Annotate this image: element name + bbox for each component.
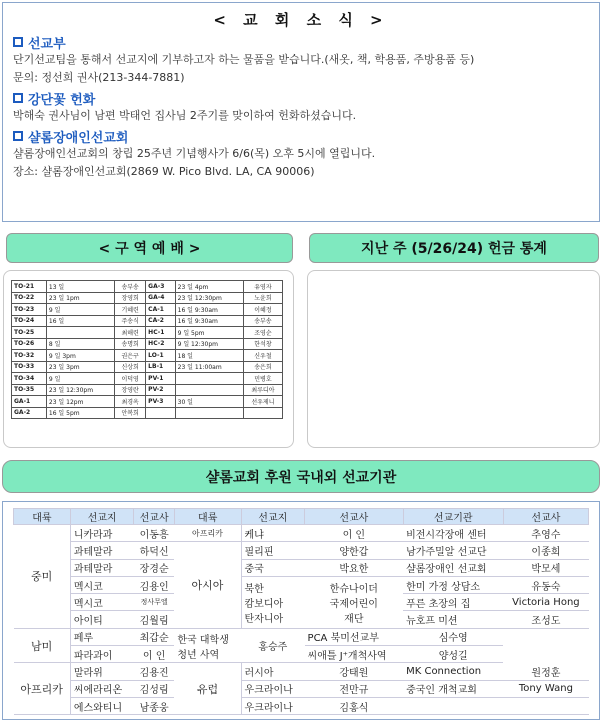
- table-cell: 18 일: [175, 350, 243, 362]
- announcement-text: 문의: 정선희 권사(213-344-7881): [13, 71, 185, 84]
- cash-stats-header: 지난 주 (5/26/24) 헌금 통계: [309, 233, 599, 263]
- missionary: 김월림: [134, 611, 175, 628]
- missionary: 한슈나이더 국제어린이 재단: [305, 576, 404, 628]
- table-cell: 23 일 12:30pm: [46, 384, 114, 396]
- table-cell: TO-21: [12, 281, 47, 293]
- missionary: 이동흥: [134, 525, 175, 542]
- table-cell: TO-35: [12, 384, 47, 396]
- mission-field: 말라위: [70, 663, 134, 680]
- missionary: 양성길: [403, 646, 503, 663]
- mission-field: 멕시코: [70, 576, 134, 593]
- table-cell: 최경옥: [115, 396, 146, 408]
- missionary: 원정훈: [503, 663, 588, 680]
- announcement-flowers: [13, 89, 591, 125]
- missions-box: [2, 501, 600, 720]
- table-cell: 최해련: [115, 327, 146, 339]
- table-cell: 9 일: [46, 373, 114, 385]
- table-cell: 기혜련: [115, 304, 146, 316]
- table-row: [12, 315, 283, 327]
- mission-agency: MK Connection: [403, 663, 503, 680]
- table-row: [12, 407, 283, 419]
- cash-stats-panel: [307, 270, 600, 448]
- table-row: [12, 373, 283, 385]
- table-cell: 한석창: [243, 338, 282, 350]
- mission-agency: 뉴호프 미션: [403, 611, 503, 628]
- district-worship-table: [11, 280, 283, 419]
- table-cell: 16 일 9:30am: [175, 304, 243, 316]
- table-cell: 13 일: [46, 281, 114, 293]
- table-cell: TO-22: [12, 292, 47, 304]
- table-cell: 장영희: [115, 292, 146, 304]
- mission-field: 파라과이: [70, 646, 134, 663]
- table-cell: PV-2: [146, 384, 175, 396]
- table-row: [14, 559, 589, 576]
- table-cell: 신우철: [243, 350, 282, 362]
- table-cell: CA-1: [146, 304, 175, 316]
- region-cell: 유럽: [174, 663, 241, 715]
- announcement-text: 장소: 샬롬장애인선교회(2869 W. Pico Blvd. LA, CA 90006): [13, 165, 315, 178]
- table-cell: 유영자: [243, 281, 282, 293]
- table-cell: CA-2: [146, 315, 175, 327]
- table-row: [12, 281, 283, 293]
- table-cell: 23 일 12pm: [46, 396, 114, 408]
- table-cell: TO-23: [12, 304, 47, 316]
- mission-field: 에스와티니: [70, 697, 134, 714]
- district-worship-header: < 구 역 예 배 >: [6, 233, 293, 263]
- table-cell: 16 일 9:30am: [175, 315, 243, 327]
- table-row: [14, 576, 589, 593]
- square-bullet-icon: [13, 37, 23, 47]
- table-cell: TO-24: [12, 315, 47, 327]
- announcement-disability-mission: [13, 127, 591, 181]
- missionary: 양한갑: [305, 542, 404, 559]
- mission-field: 니카라과: [70, 525, 134, 542]
- table-row: [12, 292, 283, 304]
- table-cell: TO-32: [12, 350, 47, 362]
- mission-field: 한국 대학생 청년 사역: [174, 628, 241, 663]
- column-header: 대륙: [174, 509, 241, 525]
- table-cell: HC-1: [146, 327, 175, 339]
- square-bullet-icon: [13, 131, 23, 141]
- table-cell: [46, 327, 114, 339]
- table-cell: [175, 373, 243, 385]
- column-header: 선교지: [241, 509, 305, 525]
- table-cell: 23 일 12:30pm: [175, 292, 243, 304]
- table-cell: 9 일 12:30pm: [175, 338, 243, 350]
- missionary: 추영수: [503, 525, 588, 542]
- mission-field: 아이티: [70, 611, 134, 628]
- missionary: 정사무엘: [134, 594, 175, 611]
- missionary: Victoria Hong: [503, 594, 588, 611]
- announcement-heading: 선교부: [28, 36, 66, 52]
- table-row: [14, 680, 589, 697]
- table-cell: LO-1: [146, 350, 175, 362]
- table-cell: 신상희: [115, 361, 146, 373]
- missionary: 이종희: [503, 542, 588, 559]
- column-header: 선교사: [305, 509, 404, 525]
- mission-field: 우크라이나: [241, 680, 305, 697]
- column-header: 선교사: [134, 509, 175, 525]
- table-cell: 16 일: [46, 315, 114, 327]
- mission-agency: 남가주밀알 선교단: [403, 542, 503, 559]
- table-cell: TO-25: [12, 327, 47, 339]
- region-cell: 중미: [14, 525, 71, 629]
- table-cell: 23 일 3pm: [46, 361, 114, 373]
- table-cell: [175, 407, 243, 419]
- table-cell: GA-2: [12, 407, 47, 419]
- column-header: 선교사: [503, 509, 588, 525]
- table-row: [14, 663, 589, 680]
- table-row: [14, 628, 589, 645]
- table-cell: 송부송: [115, 281, 146, 293]
- missionary: 최갑순: [134, 628, 175, 645]
- table-cell: [243, 407, 282, 419]
- mission-agency: 한미 가정 상담소: [403, 576, 503, 593]
- announcement-heading: 강단꽃 헌화: [28, 92, 96, 108]
- table-cell: 30 일: [175, 396, 243, 408]
- table-cell: 주송식: [115, 315, 146, 327]
- table-row: [12, 338, 283, 350]
- missionary: 남종웅: [134, 697, 175, 714]
- mission-field: 필리핀: [241, 542, 305, 559]
- missions-table: [13, 508, 589, 715]
- mission-agency: 푸른 초장의 집: [403, 594, 503, 611]
- missionary: 김홍식: [305, 697, 404, 714]
- mission-field: 과테말라: [70, 559, 134, 576]
- table-row: [12, 327, 283, 339]
- missionary: 유동숙: [503, 576, 588, 593]
- table-cell: 최루디아: [243, 384, 282, 396]
- missionary: 김용인: [134, 576, 175, 593]
- mission-field: 러시아: [241, 663, 305, 680]
- table-cell: 23 일 4pm: [175, 281, 243, 293]
- announcement-mission: [13, 33, 591, 87]
- table-row: [14, 525, 589, 542]
- region-cell: 아프리카: [14, 663, 71, 715]
- table-cell: 안복희: [115, 407, 146, 419]
- table-cell: 민병호: [243, 373, 282, 385]
- missionary: 이 인: [134, 646, 175, 663]
- table-row: [14, 697, 589, 714]
- table-cell: 9 일 3pm: [46, 350, 114, 362]
- missionary: 홍승주: [241, 628, 305, 663]
- missionary: 심수영: [403, 628, 503, 645]
- table-cell: 송은희: [243, 361, 282, 373]
- missionary: 박요한: [305, 559, 404, 576]
- table-cell: 송명희: [115, 338, 146, 350]
- table-cell: [146, 407, 175, 419]
- column-header: 선교기관: [403, 509, 503, 525]
- table-cell: 9 일 5pm: [175, 327, 243, 339]
- table-cell: [175, 384, 243, 396]
- table-cell: 노윤희: [243, 292, 282, 304]
- table-cell: 9 일: [46, 304, 114, 316]
- mission-field: 과테말라: [70, 542, 134, 559]
- missionary: 김성림: [134, 680, 175, 697]
- mission-field: 멕시코: [70, 594, 134, 611]
- missionary: 조성도: [503, 611, 588, 628]
- table-cell: 16 일 5pm: [46, 407, 114, 419]
- missionary: 김용진: [134, 663, 175, 680]
- mission-field: 중국: [241, 559, 305, 576]
- mission-agency: [403, 697, 503, 714]
- table-cell: 송부송: [243, 315, 282, 327]
- mission-field: 케냐: [241, 525, 305, 542]
- table-row: [12, 384, 283, 396]
- table-cell: 조영순: [243, 327, 282, 339]
- mission-agency: 비전시각장애 센터: [403, 525, 503, 542]
- mission-agency: 씨애틀 J⁺개척사역: [305, 646, 404, 663]
- table-cell: 23 일 1pm: [46, 292, 114, 304]
- missionary: 장경순: [134, 559, 175, 576]
- table-cell: GA-3: [146, 281, 175, 293]
- table-cell: HC-2: [146, 338, 175, 350]
- table-cell: 23 일 11:00am: [175, 361, 243, 373]
- region-cell: 아프리카: [174, 525, 241, 542]
- mission-agency: 샬롬장애인 선교회: [403, 559, 503, 576]
- table-cell: 이혜정: [243, 304, 282, 316]
- announcements-title: < 교 회 소 식 >: [213, 11, 389, 29]
- column-header: 대륙: [14, 509, 71, 525]
- announcement-text: 단기선교팀을 통해서 선교지에 기부하고자 하는 물품을 받습니다.(새옷, 책, 학용품, 주방용품 등): [13, 53, 475, 66]
- table-cell: LB-1: [146, 361, 175, 373]
- announcements-box: [2, 2, 600, 222]
- mission-field: 우크라이나: [241, 697, 305, 714]
- table-cell: GA-1: [12, 396, 47, 408]
- mission-field: 씨에라리온: [70, 680, 134, 697]
- missionary: 강태원: [305, 663, 404, 680]
- table-cell: 이덕영: [115, 373, 146, 385]
- square-bullet-icon: [13, 93, 23, 103]
- missionary: Tony Wang: [503, 680, 588, 697]
- mission-field: 페루: [70, 628, 134, 645]
- missionary: 이 인: [305, 525, 404, 542]
- table-cell: TO-26: [12, 338, 47, 350]
- column-header: 선교지: [70, 509, 134, 525]
- table-row: [12, 304, 283, 316]
- table-row: [12, 350, 283, 362]
- announcement-text: 박해숙 권사님이 남편 박태언 집사님 2주기를 맞이하여 헌화하셨습니다.: [13, 109, 357, 122]
- table-cell: 선우제니: [243, 396, 282, 408]
- table-row: [14, 542, 589, 559]
- missionary: 박모세: [503, 559, 588, 576]
- table-row: [12, 361, 283, 373]
- announcement-heading: 샬롬장애인선교회: [28, 130, 129, 146]
- table-cell: PV-3: [146, 396, 175, 408]
- region-cell: 아시아: [174, 542, 241, 628]
- table-cell: TO-33: [12, 361, 47, 373]
- table-cell: 장영란: [115, 384, 146, 396]
- mission-agency: PCA 북미선교부: [305, 628, 404, 645]
- table-row: [12, 396, 283, 408]
- table-cell: 8 일: [46, 338, 114, 350]
- table-cell: TO-34: [12, 373, 47, 385]
- missionary: 전만규: [305, 680, 404, 697]
- announcement-text: 샬롬장애인선교회의 창립 25주년 기념행사가 6/6(목) 오후 5시에 열립니다.: [13, 147, 376, 160]
- table-cell: GA-4: [146, 292, 175, 304]
- table-cell: PV-1: [146, 373, 175, 385]
- table-cell: 권은구: [115, 350, 146, 362]
- mission-field: 북한 캄보디아 탄자니아: [241, 576, 305, 628]
- mission-agency: 중국인 개척교회: [403, 680, 503, 697]
- region-cell: 남미: [14, 628, 71, 663]
- missionary: 하덕신: [134, 542, 175, 559]
- missionary: [503, 697, 588, 714]
- missions-header: 샬롬교회 후원 국내외 선교기관: [2, 460, 600, 493]
